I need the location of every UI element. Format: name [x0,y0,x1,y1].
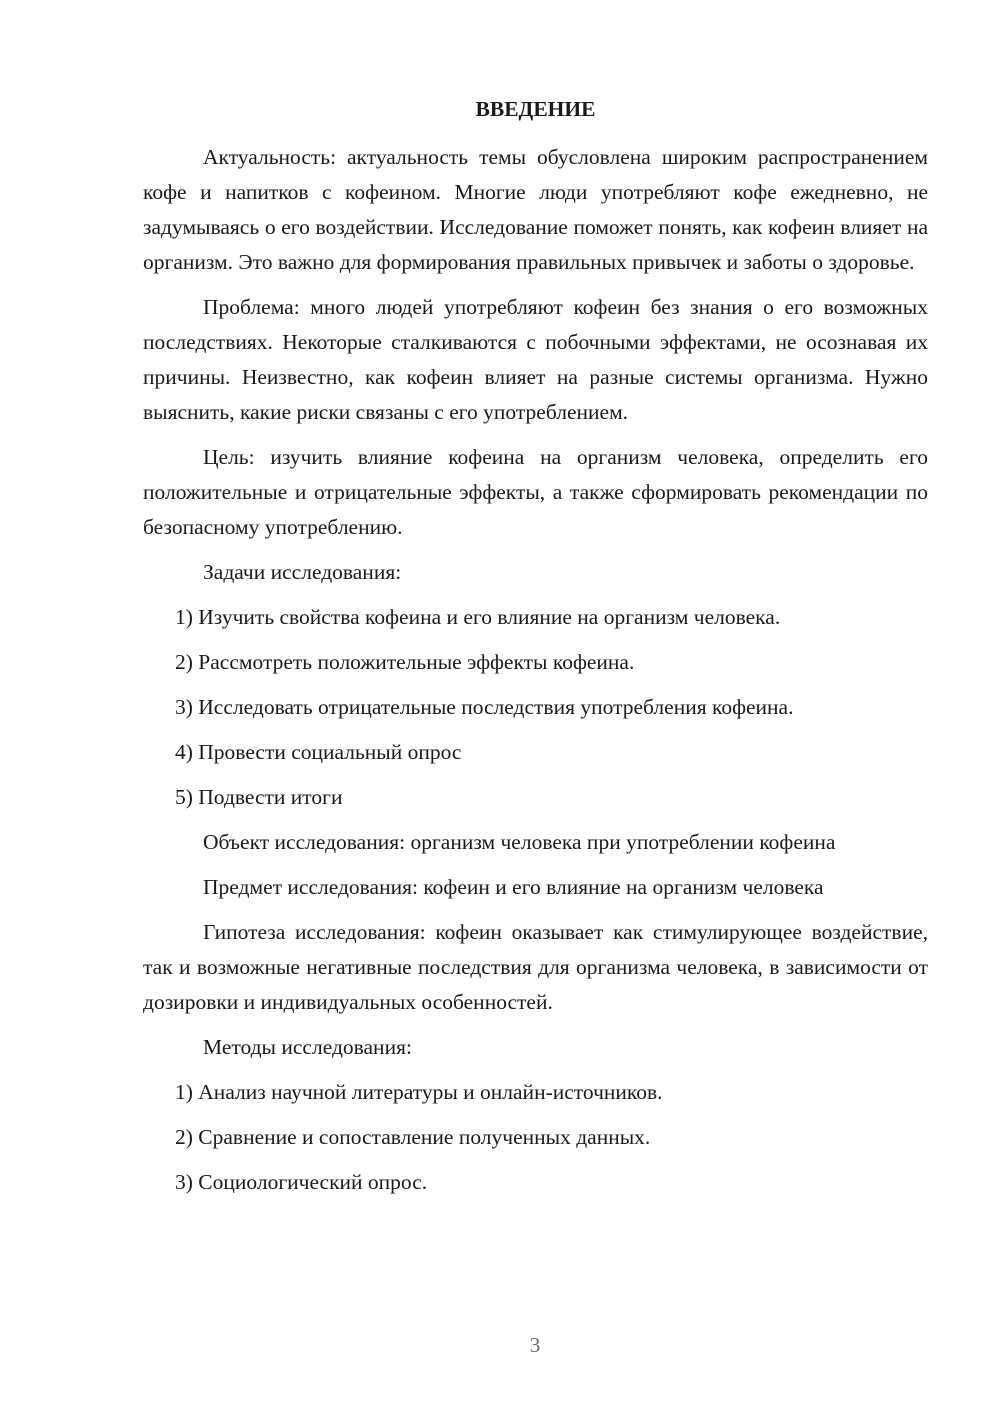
subject-paragraph: Предмет исследования: кофеин и его влияние на организм человека [203,875,824,899]
document-page [143,88,928,1210]
problem-paragraph: Проблема: много людей употребляют кофеин без знания о его возможных последствиях. Некоторые сталкиваются с побочными эффектами, не осознавая их причины. Неизвестно, как кофеин влияет на разные системы организма. Нужно выяснить, какие риски связаны с его употреблением. [143,295,928,424]
page-title: ВВЕДЕНИЕ [475,97,596,121]
task-item: 3) Исследовать отрицательные последствия употребления кофеина. [175,695,794,719]
task-item: 4) Провести социальный опрос [175,740,462,764]
task-item: 1) Изучить свойства кофеина и его влияние на организм человека. [175,605,781,629]
methods-heading: Методы исследования: [203,1035,412,1059]
tasks-heading: Задачи исследования: [203,560,402,584]
task-item: 2) Рассмотреть положительные эффекты кофеина. [175,650,635,674]
page-number: 3 [529,1333,541,1357]
object-paragraph: Объект исследования: организм человека при употреблении кофеина [203,830,836,854]
method-item: 3) Социологический опрос. [175,1170,428,1194]
task-item: 5) Подвести итоги [175,785,343,809]
method-item: 1) Анализ научной литературы и онлайн-источников. [175,1080,663,1104]
relevance-paragraph: Актуальность: актуальность темы обусловлена широким распространением кофе и напитков с кофеином. Многие люди употребляют кофе ежедневно, не задумываясь о его воздействии. Исследование поможет понять, как кофеин влияет на организм. Это важно для формирования правильных привычек и заботы о здоровье. [143,145,928,274]
method-item: 2) Сравнение и сопоставление полученных данных. [175,1125,651,1149]
goal-paragraph: Цель: изучить влияние кофеина на организм человека, определить его положительные и отрицательные эффекты, а также сформировать рекомендации по безопасному употреблению. [143,445,928,539]
hypothesis-paragraph: Гипотеза исследования: кофеин оказывает как стимулирующее воздействие, так и возможные негативные последствия для организма человека, в зависимости от дозировки и индивидуальных особенностей. [143,920,928,1014]
